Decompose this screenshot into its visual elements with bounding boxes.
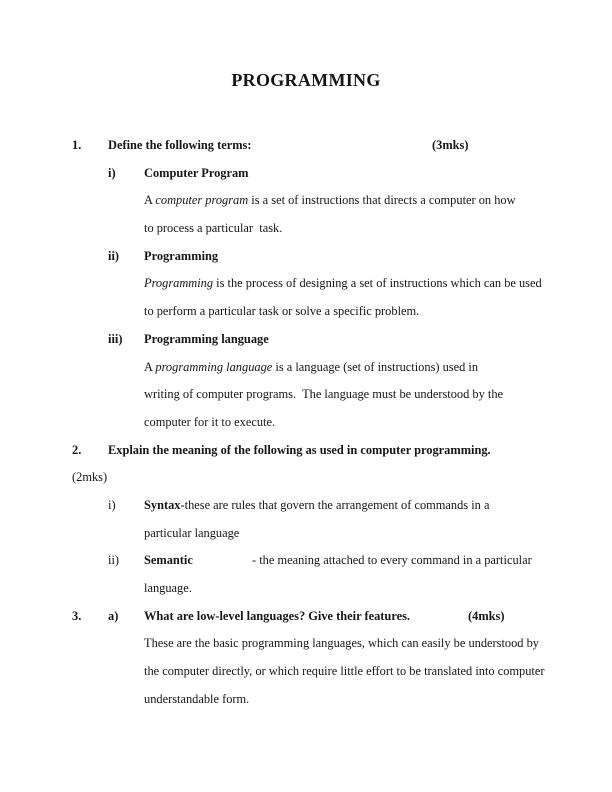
q1-ii-def-rest: is the process of designing a set of instructions which can be used bbox=[213, 276, 542, 291]
q2-marks-row bbox=[72, 464, 540, 492]
q1-marks: (3mks) bbox=[432, 138, 469, 152]
q3-answer-text-1: These are the basic programming languages, which can easily be understood by bbox=[144, 636, 539, 651]
q2-ii-term: Semantic bbox=[144, 553, 193, 568]
q2-ii-def-rest: - the meaning attached to every command in a particular bbox=[252, 553, 532, 568]
q1-iii-definition-line1 bbox=[72, 354, 540, 382]
q2-i-marker: i) bbox=[108, 497, 116, 512]
q3-heading-row bbox=[72, 603, 540, 631]
q2-i-def-line2: particular language bbox=[144, 525, 240, 540]
q1-i-def-pre: A bbox=[144, 193, 156, 208]
q1-number: 1. bbox=[72, 138, 82, 152]
q1-i-marker: i) bbox=[108, 165, 116, 180]
q1-ii-def-italic: Programming bbox=[144, 276, 214, 291]
q3-heading: What are low-level languages? Give their features. bbox=[144, 608, 411, 623]
q2-i-term: Syntax bbox=[144, 497, 181, 512]
q3-answer-line3 bbox=[72, 686, 540, 714]
q3-answer-line1 bbox=[72, 630, 540, 658]
q1-ii-marker: ii) bbox=[108, 248, 120, 263]
q1-iii-definition-line2 bbox=[72, 381, 540, 409]
q1-ii-term: Programming bbox=[144, 248, 219, 263]
q1-ii-definition-line1 bbox=[72, 270, 540, 298]
q2-ii-definition-line2 bbox=[72, 575, 540, 603]
q1-i-definition-line2 bbox=[72, 215, 540, 243]
q3-answer-text-3: understandable form. bbox=[144, 691, 250, 706]
q2-ii-def-line2: language. bbox=[144, 581, 192, 595]
q1-iii-marker: iii) bbox=[108, 331, 123, 346]
q2-heading: Explain the meaning of the following as used in computer programming. bbox=[108, 442, 491, 457]
q1-iii-def-line3: computer for it to execute. bbox=[144, 414, 276, 429]
q1-iii-def-pre: A bbox=[144, 359, 156, 374]
q3-answer-line2 bbox=[72, 658, 545, 686]
q1-i-term: Computer Program bbox=[144, 165, 249, 180]
q1-ii-definition-line2 bbox=[72, 298, 540, 326]
q1-i-def-italic: computer program bbox=[155, 193, 249, 208]
q1-ii-term-row bbox=[72, 243, 540, 271]
q3-number: 3. bbox=[72, 608, 82, 623]
q2-marks: (2mks) bbox=[72, 470, 108, 485]
q2-heading-row bbox=[72, 437, 540, 465]
q1-ii-def-line2: to perform a particular task or solve a specific problem. bbox=[144, 304, 420, 319]
q1-iii-term: Programming language bbox=[144, 331, 269, 346]
q2-i-def-rest: -these are rules that govern the arrangement of commands in a bbox=[180, 497, 490, 512]
q2-ii-definition-line1 bbox=[72, 547, 540, 575]
q3-answer-text-2: the computer directly, or which require little effort to be translated into computer bbox=[144, 664, 545, 679]
q3-sub-letter: a) bbox=[108, 608, 119, 623]
q2-number: 2. bbox=[72, 442, 82, 457]
document-title: PROGRAMMING bbox=[231, 70, 381, 90]
q2-i-definition-line2 bbox=[72, 520, 540, 548]
q1-i-term-row bbox=[72, 160, 540, 188]
q2-ii-marker: ii) bbox=[108, 553, 120, 568]
q1-iii-def-italic: programming language bbox=[155, 359, 273, 374]
q3-marks: (4mks) bbox=[468, 608, 505, 623]
q1-iii-definition-line3 bbox=[72, 409, 540, 437]
q1-iii-term-row bbox=[72, 326, 540, 354]
q1-heading-row bbox=[72, 132, 540, 160]
q2-i-definition-line1 bbox=[72, 492, 540, 520]
q1-i-def-line2: to process a particular task. bbox=[144, 221, 283, 236]
q1-iii-def-line2: writing of computer programs. The language must be understood by the bbox=[144, 387, 504, 402]
q1-iii-def-rest: is a language (set of instructions) used in bbox=[272, 359, 479, 374]
q1-heading: Define the following terms: bbox=[108, 138, 252, 152]
q1-i-definition-line1 bbox=[72, 187, 540, 215]
q1-i-def-rest: is a set of instructions that directs a computer on how bbox=[248, 193, 516, 208]
